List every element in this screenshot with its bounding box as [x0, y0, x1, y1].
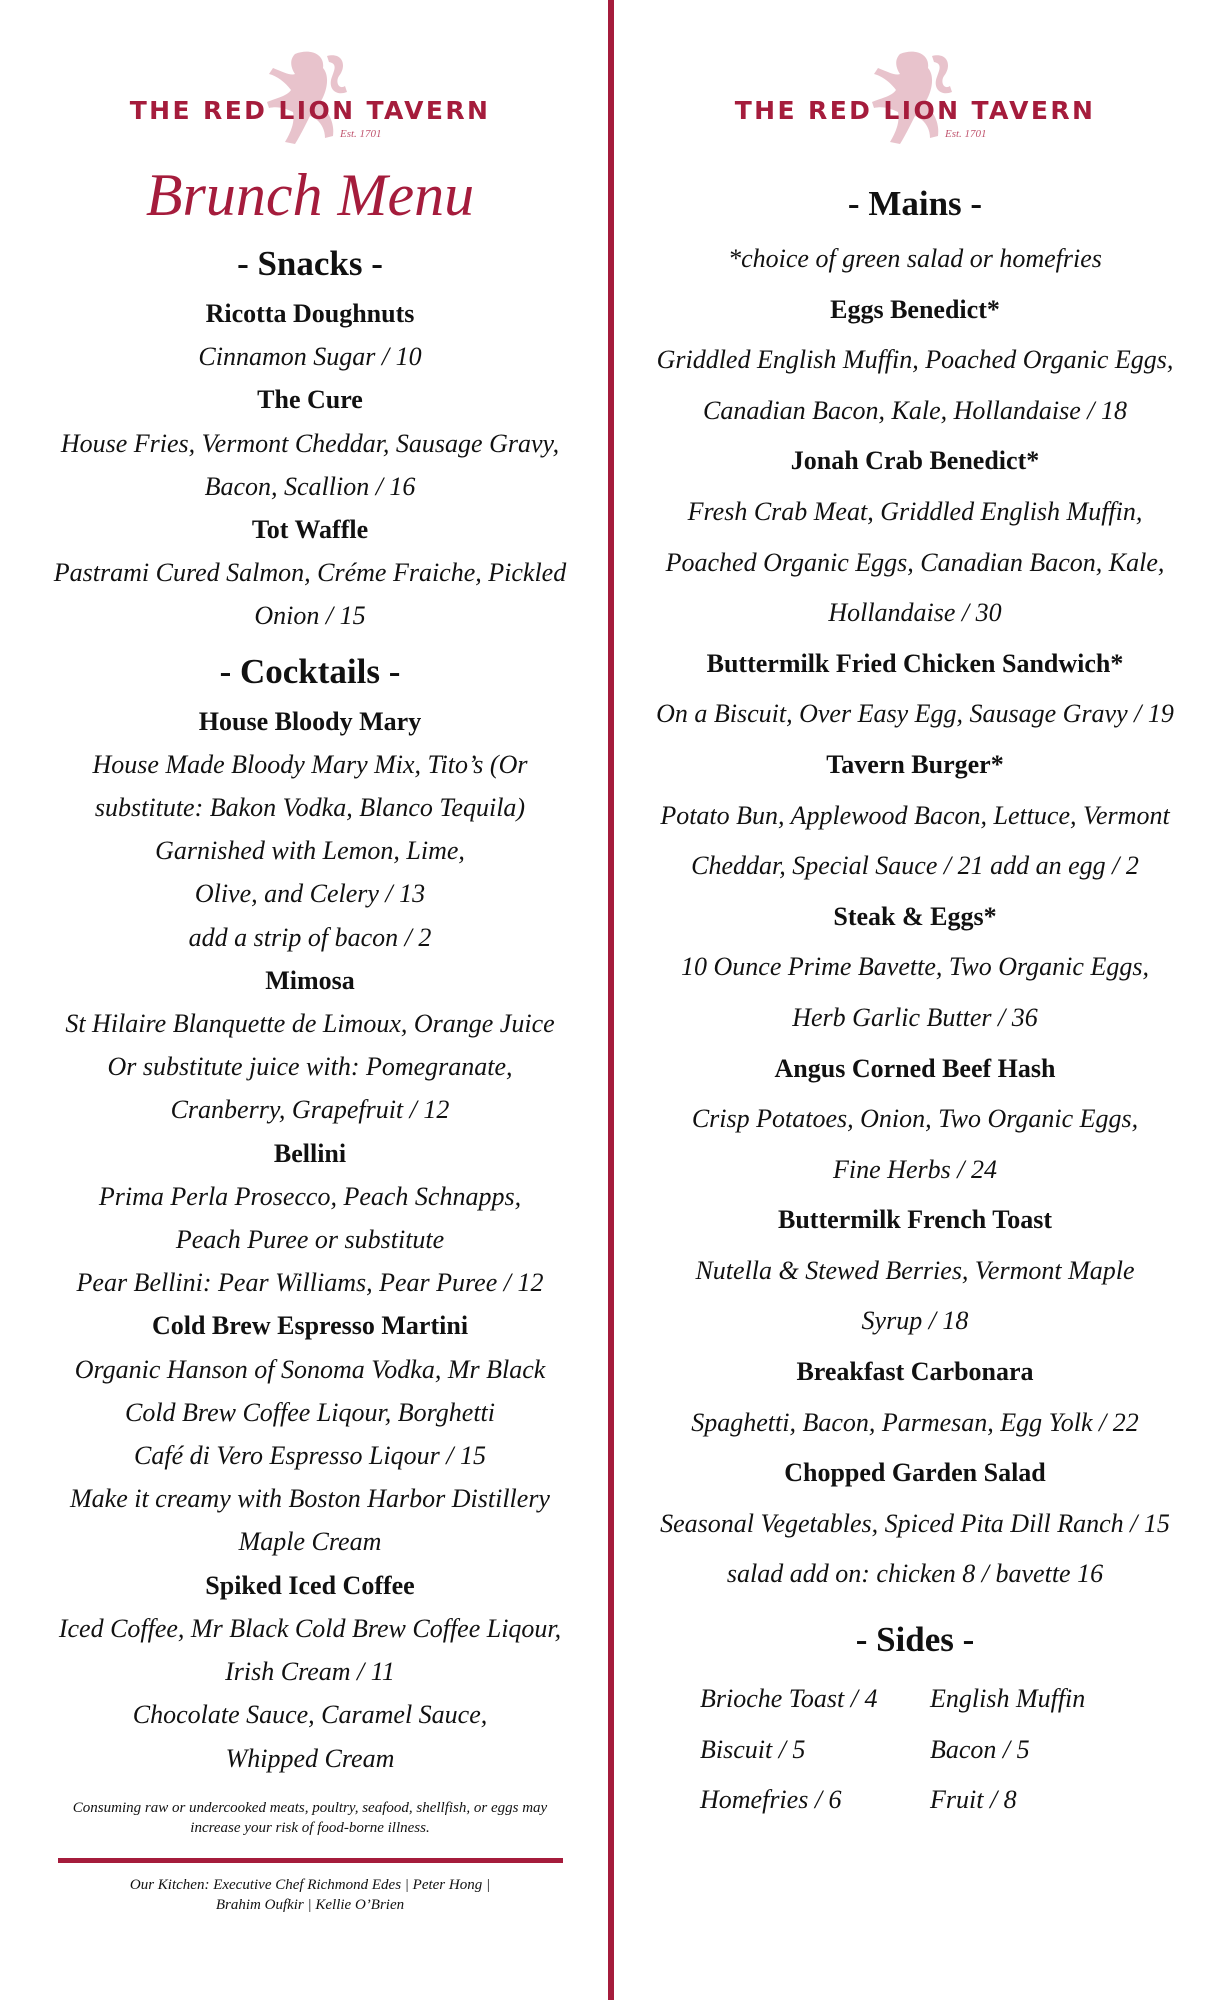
menu-item-description: Bacon, Scallion / 16 — [204, 471, 416, 501]
menu-item-name: Mimosa — [265, 965, 355, 995]
menu-item-description: Griddled English Muffin, Poached Organic Eggs, — [656, 345, 1174, 375]
menu-item-description: Seasonal Vegetables, Spiced Pita Dill Ranch / 15 — [660, 1508, 1170, 1538]
menu-item-name: Chopped Garden Salad — [784, 1458, 1046, 1488]
menu-item-name: Ricotta Doughnuts — [205, 299, 415, 328]
menu-item-description: Olive, and Celery / 13 — [194, 879, 426, 909]
side-item: Fruit / 8 — [930, 1785, 1017, 1815]
logo — [110, 46, 510, 156]
brand-name: THE RED LION TAVERN — [129, 96, 491, 125]
menu-item-name: Cold Brew Espresso Martini — [151, 1311, 469, 1341]
menu-item-description: Or substitute juice with: Pomegranate, — [107, 1052, 513, 1082]
side-item: English Muffin — [930, 1684, 1086, 1714]
credits-line: Brahim Oufkir | Kellie O’Brien — [215, 1896, 405, 1913]
side-item: Homefries / 6 — [700, 1785, 842, 1815]
food-warning — [20, 1798, 600, 1838]
side-item: Brioche Toast / 4 — [700, 1684, 878, 1714]
menu-item-description: House Fries, Vermont Cheddar, Sausage Gravy, — [60, 428, 560, 458]
brand-established: Est. 1701 — [340, 128, 382, 140]
menu-item-description: Maple Cream — [238, 1527, 382, 1557]
credits-line: Our Kitchen: Executive Chef Richmond Edes | Peter Hong | — [129, 1876, 491, 1893]
menu-item-description: Cheddar, Special Sauce / 21 add an egg / 2 — [691, 851, 1139, 881]
menu-item-description: Pear Bellini: Pear Williams, Pear Puree / 12 — [76, 1268, 544, 1298]
menu-item-name: The Cure — [257, 385, 363, 415]
menu-item-description: Cinnamon Sugar / 10 — [198, 342, 422, 372]
menu-item-name: Jonah Crab Benedict* — [790, 446, 1040, 476]
menu-item-description: salad add on: chicken 8 / bavette 16 — [726, 1559, 1104, 1589]
menu-item-description: House Made Bloody Mary Mix, Tito’s (Or — [92, 749, 528, 779]
section-heading-sides: - Sides - — [855, 1620, 975, 1660]
menu-item-description: add a strip of bacon / 2 — [188, 922, 432, 952]
menu-item-description: Cold Brew Coffee Liqour, Borghetti — [124, 1397, 496, 1427]
menu-item-name: Eggs Benedict* — [830, 294, 1000, 324]
menu-item-name: Buttermilk Fried Chicken Sandwich* — [706, 648, 1124, 678]
column-divider — [608, 0, 614, 2000]
menu-item-name: Spiked Iced Coffee — [205, 1570, 415, 1600]
menu-item-name: Breakfast Carbonara — [796, 1357, 1034, 1387]
menu-item-name: Angus Corned Beef Hash — [774, 1053, 1056, 1083]
menu-item-description: Fresh Crab Meat, Griddled English Muffin, — [687, 496, 1143, 526]
menu-item-name: Tot Waffle — [251, 515, 369, 545]
brand-established: Est. 1701 — [945, 128, 987, 140]
right-column — [625, 0, 1205, 1826]
sides-list — [625, 1674, 1205, 1826]
kitchen-credits — [20, 1875, 600, 1915]
menu-item-description: 10 Ounce Prime Bavette, Two Organic Eggs, — [681, 952, 1149, 982]
side-item: Bacon / 5 — [930, 1734, 1030, 1764]
menu-item-description: Peach Puree or substitute — [175, 1225, 445, 1255]
menu-item-description: Cranberry, Grapefruit / 12 — [170, 1095, 450, 1125]
menu-item-description: Make it creamy with Boston Harbor Distillery — [70, 1484, 550, 1514]
food-warning-line: Consuming raw or undercooked meats, poultry, seafood, shellfish, or eggs may — [72, 1799, 548, 1816]
menu-item-description: Café di Vero Espresso Liqour / 15 — [134, 1441, 486, 1471]
menu-item-description: Irish Cream / 11 — [225, 1657, 395, 1687]
brand-name: THE RED LION TAVERN — [734, 96, 1096, 125]
food-warning-line: increase your risk of food-borne illness. — [190, 1819, 430, 1836]
menu-item-description: Crisp Potatoes, Onion, Two Organic Eggs, — [691, 1104, 1139, 1134]
menu-item-description: substitute: Bakon Vodka, Blanco Tequila) — [94, 793, 526, 823]
menu-item-description: Potato Bun, Applewood Bacon, Lettuce, Vermont — [660, 800, 1170, 830]
logo — [715, 46, 1115, 156]
section-heading: - Snacks - — [237, 244, 383, 283]
menu-item-name: House Bloody Mary — [198, 706, 422, 736]
page-title: Brunch Menu — [145, 162, 475, 228]
menu-item-description: Pastrami Cured Salmon, Créme Fraiche, Pickled — [53, 558, 567, 588]
section-heading: - Cocktails - — [219, 651, 401, 691]
menu-item-description: On a Biscuit, Over Easy Egg, Sausage Gravy / 19 — [656, 699, 1174, 729]
menu-item-description: Poached Organic Eggs, Canadian Bacon, Kale, — [665, 547, 1165, 577]
menu-item-description: St Hilaire Blanquette de Limoux, Orange Juice — [65, 1009, 555, 1039]
menu-item-description: Canadian Bacon, Kale, Hollandaise / 18 — [703, 395, 1127, 425]
menu-item-description: Nutella & Stewed Berries, Vermont Maple — [695, 1255, 1135, 1285]
menu-item-name: Steak & Eggs* — [833, 901, 997, 931]
menu-item-description: Garnished with Lemon, Lime, — [155, 836, 465, 866]
menu-item-description: Spaghetti, Bacon, Parmesan, Egg Yolk / 22 — [691, 1407, 1139, 1437]
menu-item-description: Organic Hanson of Sonoma Vodka, Mr Black — [74, 1354, 546, 1384]
side-item: Biscuit / 5 — [700, 1734, 806, 1764]
menu-item-description: Hollandaise / 30 — [828, 598, 1002, 628]
menu-item-description: Herb Garlic Butter / 36 — [792, 1002, 1038, 1032]
menu-item-description: *choice of green salad or homefries — [728, 244, 1102, 273]
menu-item-description: Prima Perla Prosecco, Peach Schnapps, — [98, 1181, 522, 1211]
menu-item-description: Onion / 15 — [254, 601, 366, 631]
menu-item-description: Chocolate Sauce, Caramel Sauce, — [132, 1700, 488, 1730]
menu-item-name: Buttermilk French Toast — [778, 1205, 1052, 1235]
section-heading-mains: - Mains - — [847, 184, 983, 223]
menu-item-description: Iced Coffee, Mr Black Cold Brew Coffee Liqour, — [58, 1613, 562, 1643]
footer-rule — [58, 1858, 563, 1863]
menu-item-description: Fine Herbs / 24 — [833, 1154, 997, 1184]
left-column — [20, 0, 600, 1915]
menu-item-name: Bellini — [273, 1138, 347, 1168]
menu-item-name: Tavern Burger* — [826, 749, 1004, 779]
menu-item-description: Syrup / 18 — [861, 1306, 969, 1336]
menu-item-description: Whipped Cream — [225, 1743, 395, 1773]
